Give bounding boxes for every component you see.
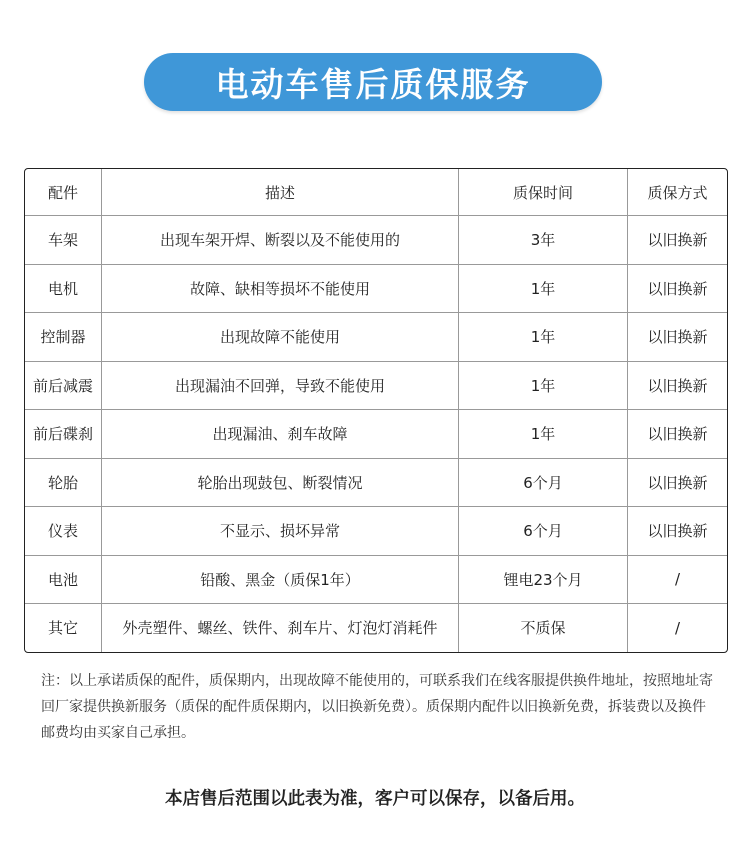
warranty-table [24, 168, 728, 653]
table-row [25, 410, 727, 459]
cell-period: 锂电23个月 [459, 556, 628, 605]
table-row [25, 216, 727, 265]
cell-method: 以旧换新 [628, 313, 727, 362]
page-title: 电动车售后质保服务 [215, 64, 531, 104]
cell-method: 以旧换新 [628, 216, 727, 265]
header-description: 描述 [102, 169, 459, 216]
cell-period: 1年 [459, 313, 628, 362]
cell-period: 1年 [459, 265, 628, 314]
warranty-note: 注：以上承诺质保的配件，质保期内，出现故障不能使用的，可联系我们在线客服提供换件地址，按照地址寄回厂家提供换新服务（质保的配件质保期内，以旧换新免费）。质保期内配件以旧换新免费，拆装费以及换件邮费均由买家自己承担。 [41, 673, 713, 741]
cell-period: 1年 [459, 362, 628, 411]
table-row [25, 507, 727, 556]
table-row [25, 459, 727, 508]
cell-part: 轮胎 [25, 459, 102, 508]
cell-period: 不质保 [459, 604, 628, 652]
table-row [25, 556, 727, 605]
cell-description: 出现车架开焊、断裂以及不能使用的 [102, 216, 459, 265]
cell-method: 以旧换新 [628, 459, 727, 508]
cell-description: 故障、缺相等损坏不能使用 [102, 265, 459, 314]
cell-method: / [628, 556, 727, 605]
footer-statement: 本店售后范围以此表为准，客户可以保存，以备后用。 [165, 789, 585, 809]
table-row [25, 604, 727, 652]
title-banner [144, 53, 602, 111]
table-row [25, 362, 727, 411]
header-warranty-method: 质保方式 [628, 169, 727, 216]
cell-part: 其它 [25, 604, 102, 652]
cell-period: 6个月 [459, 459, 628, 508]
table-row [25, 265, 727, 314]
cell-description: 外壳塑件、螺丝、铁件、刹车片、灯泡灯消耗件 [102, 604, 459, 652]
cell-description: 铅酸、黑金（质保1年） [102, 556, 459, 605]
cell-description: 不显示、损坏异常 [102, 507, 459, 556]
header-warranty-period: 质保时间 [459, 169, 628, 216]
header-part: 配件 [25, 169, 102, 216]
cell-period: 3年 [459, 216, 628, 265]
table-row [25, 313, 727, 362]
cell-description: 轮胎出现鼓包、断裂情况 [102, 459, 459, 508]
cell-method: 以旧换新 [628, 507, 727, 556]
cell-method: 以旧换新 [628, 410, 727, 459]
cell-method: / [674, 618, 681, 637]
cell-description: 出现漏油、刹车故障 [102, 410, 459, 459]
cell-period: 1年 [459, 410, 628, 459]
table-header-row [25, 169, 727, 216]
cell-method: 以旧换新 [628, 362, 727, 411]
cell-period: 6个月 [459, 507, 628, 556]
cell-description: 出现漏油不回弹，导致不能使用 [102, 362, 459, 411]
cell-method: 以旧换新 [628, 265, 727, 314]
cell-part: 前后碟刹 [25, 410, 102, 459]
cell-part: 控制器 [25, 313, 102, 362]
cell-part: 仪表 [25, 507, 102, 556]
cell-part: 电池 [25, 556, 102, 605]
cell-description: 出现故障不能使用 [102, 313, 459, 362]
cell-part: 车架 [25, 216, 102, 265]
cell-part: 前后减震 [25, 362, 102, 411]
cell-part: 电机 [25, 265, 102, 314]
